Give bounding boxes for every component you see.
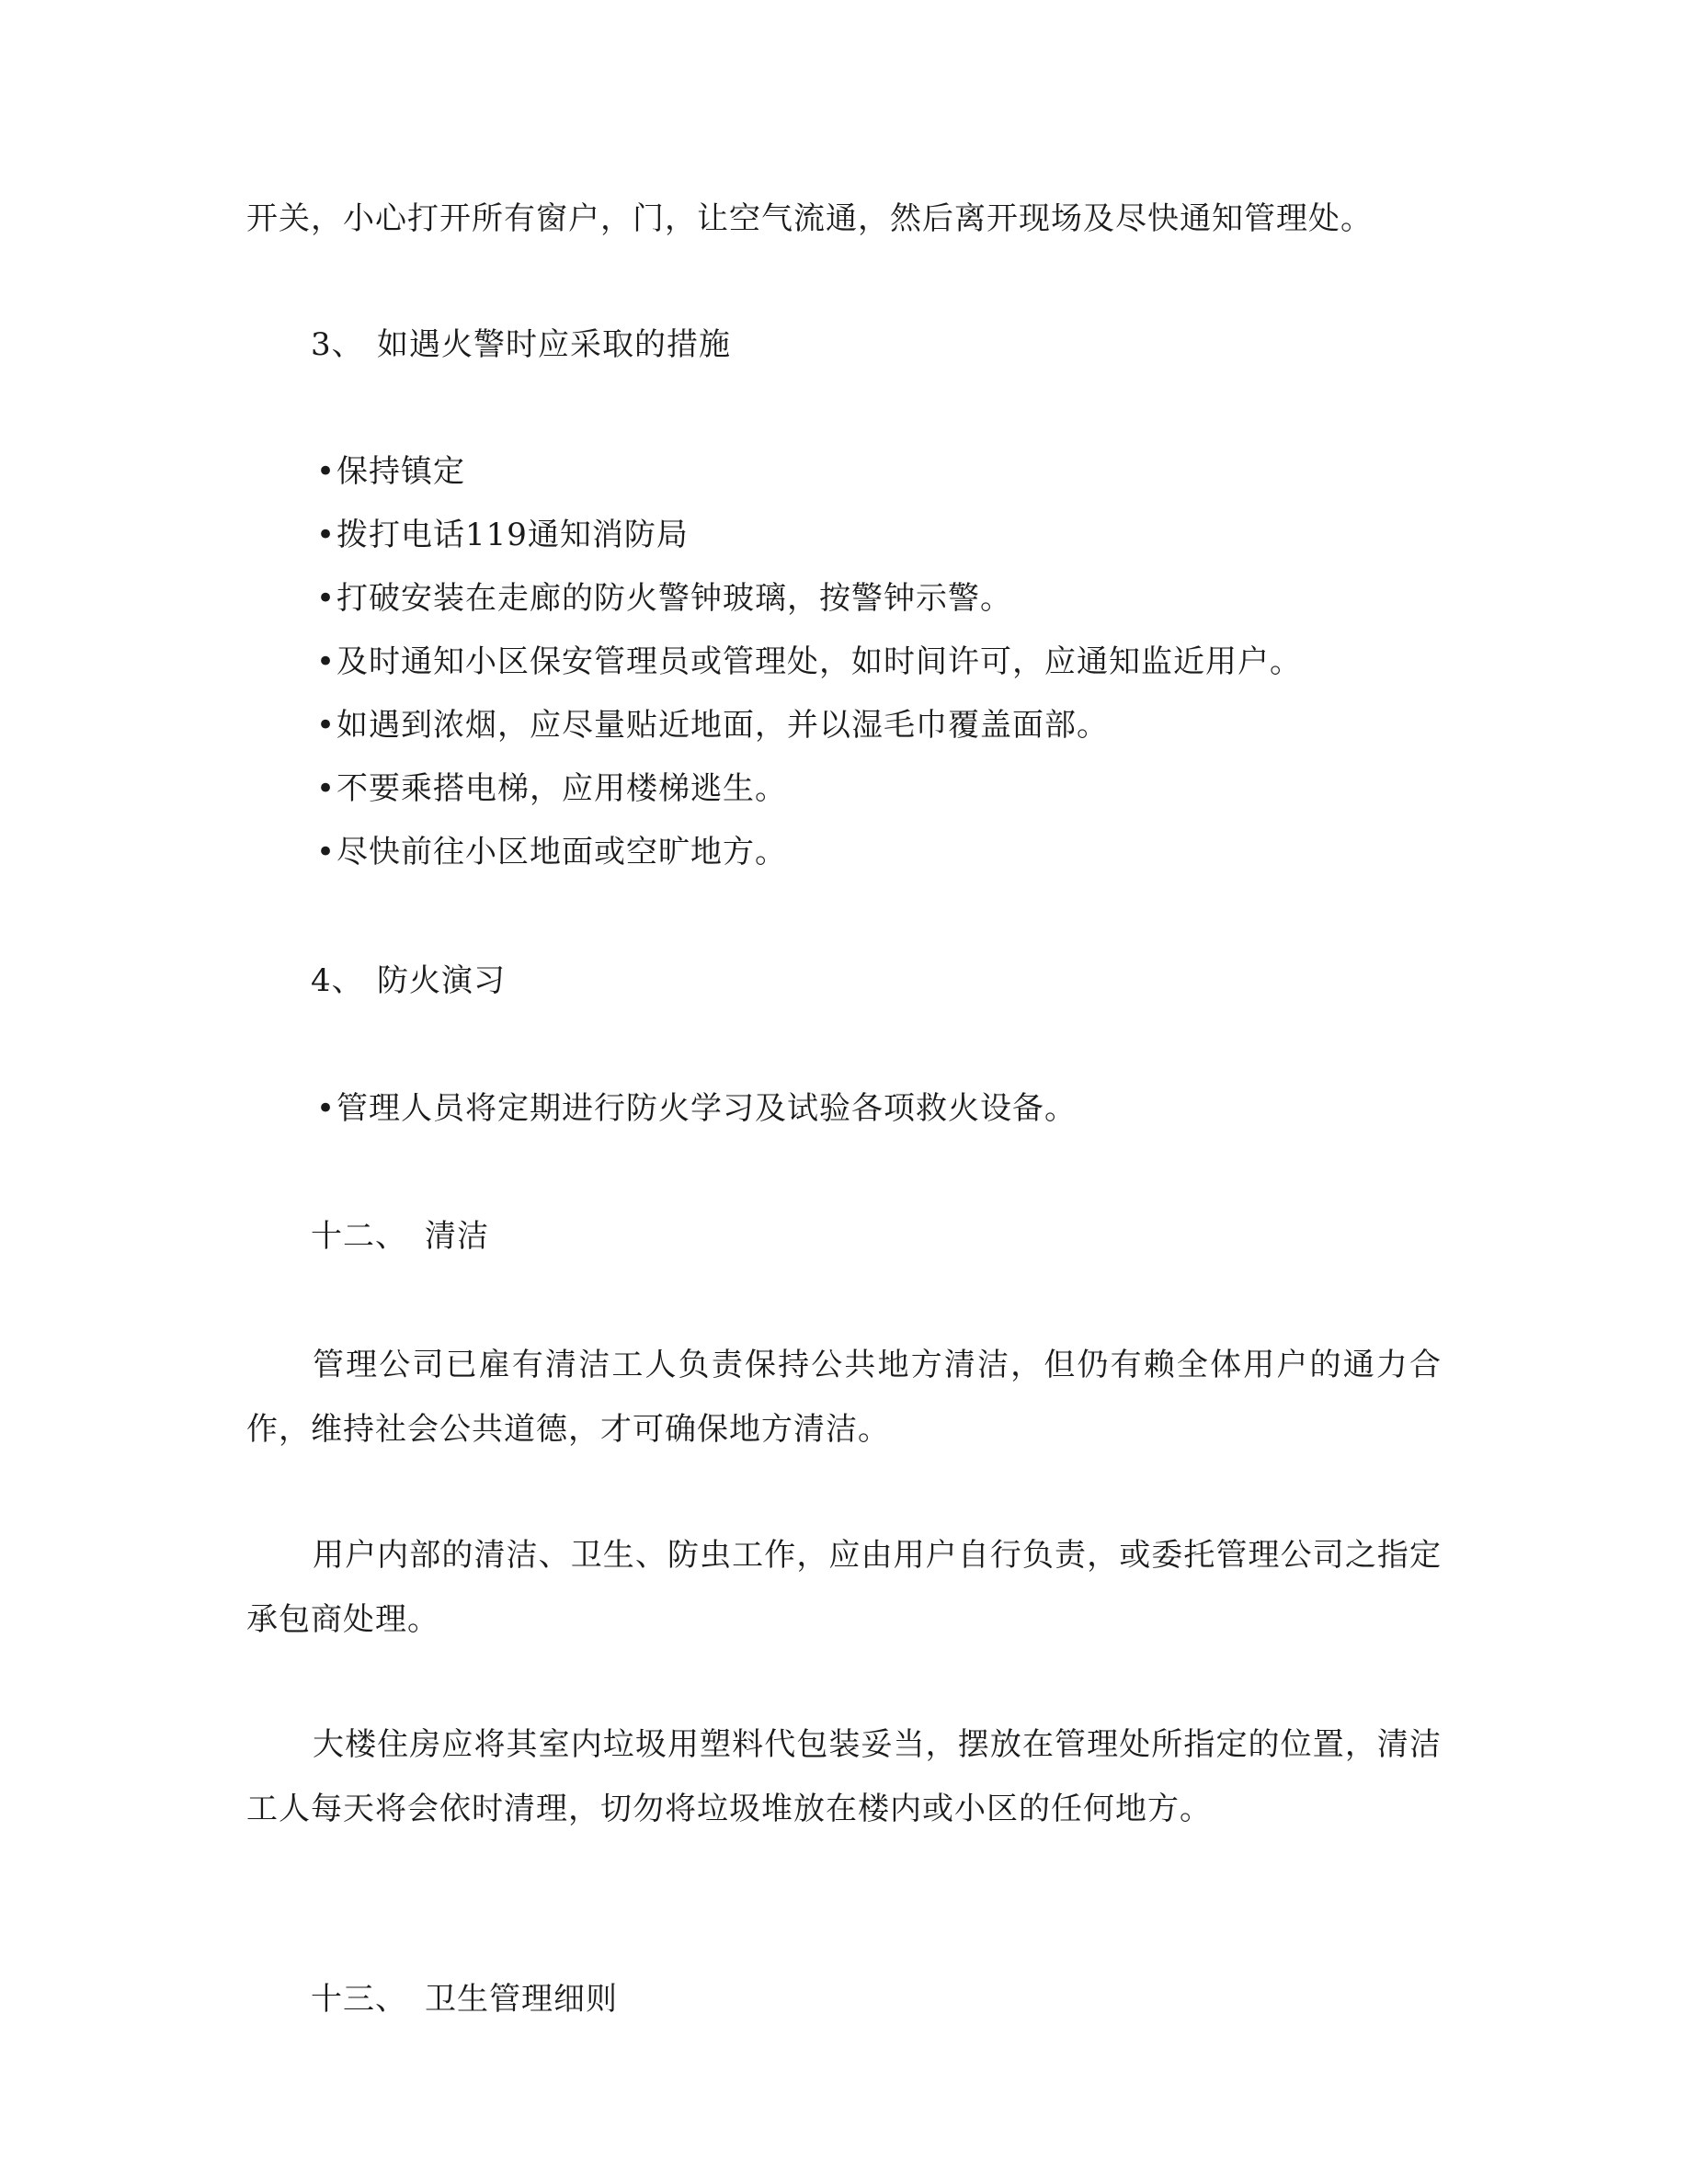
list-item: [316, 580, 1012, 617]
bullet-icon: •: [316, 1090, 336, 1127]
list-item-text: 不要乘搭电梯，应用楼梯逃生。: [336, 770, 787, 807]
section-title-cleaning: 清洁: [425, 1218, 489, 1255]
section-number-fire: 3、: [311, 326, 364, 363]
bullet-icon: •: [316, 517, 336, 553]
section-title-fire: 如遇火警时应采取的措施: [377, 326, 731, 363]
paragraph: 大楼住房应将其室内垃圾用塑料代包装妥当，摆放在管理处所指定的位置，清洁工人每天将会依时清理，切勿将垃圾堆放在楼内或小区的任何地方。: [246, 1726, 1442, 1827]
list-item-text: 尽快前往小区地面或空旷地方。: [336, 834, 787, 870]
bullet-icon: •: [316, 580, 336, 617]
list-item: [316, 707, 1109, 744]
list-item-text: 打破安装在走廊的防火警钟玻璃，按警钟示警。: [336, 580, 1012, 617]
bullet-icon: •: [316, 770, 336, 807]
list-item-text: 如遇到浓烟，应尽量贴近地面，并以湿毛巾覆盖面部。: [336, 707, 1109, 744]
list-item: [316, 1090, 1077, 1127]
list-item: [316, 517, 689, 553]
section-number-hygiene: 十三、: [311, 1981, 407, 2018]
paragraph: 管理公司已雇有清洁工人负责保持公共地方清洁，但仍有赖全体用户的通力合作，维持社会公共道德，才可确保地方清洁。: [246, 1347, 1442, 1448]
section-number-cleaning: 十二、: [311, 1218, 407, 1255]
bullet-icon: •: [316, 453, 336, 490]
list-item-text: 管理人员将定期进行防火学习及试验各项救火设备。: [336, 1090, 1077, 1127]
list-item: [316, 770, 787, 807]
list-item: [316, 834, 787, 870]
section-title-drill: 防火演习: [377, 962, 506, 999]
list-item-text: 保持镇定: [336, 453, 465, 490]
paragraph: 用户内部的清洁、卫生、防虫工作，应由用户自行负责，或委托管理公司之指定承包商处理。: [246, 1537, 1442, 1638]
list-item-text: 拨打电话119通知消防局: [336, 517, 689, 553]
bullet-icon: •: [316, 707, 336, 744]
bullet-icon: •: [316, 834, 336, 870]
list-item: [316, 643, 1302, 680]
continued-text: 开关，小心打开所有窗户，门，让空气流通，然后离开现场及尽快通知管理处。: [246, 200, 1373, 237]
list-item-text: 及时通知小区保安管理员或管理处，如时间许可，应通知监近用户。: [336, 643, 1302, 680]
bullet-icon: •: [316, 643, 336, 680]
section-title-hygiene: 卫生管理细则: [425, 1981, 618, 2018]
section-number-drill: 4、: [311, 962, 364, 999]
list-item: [316, 453, 465, 490]
